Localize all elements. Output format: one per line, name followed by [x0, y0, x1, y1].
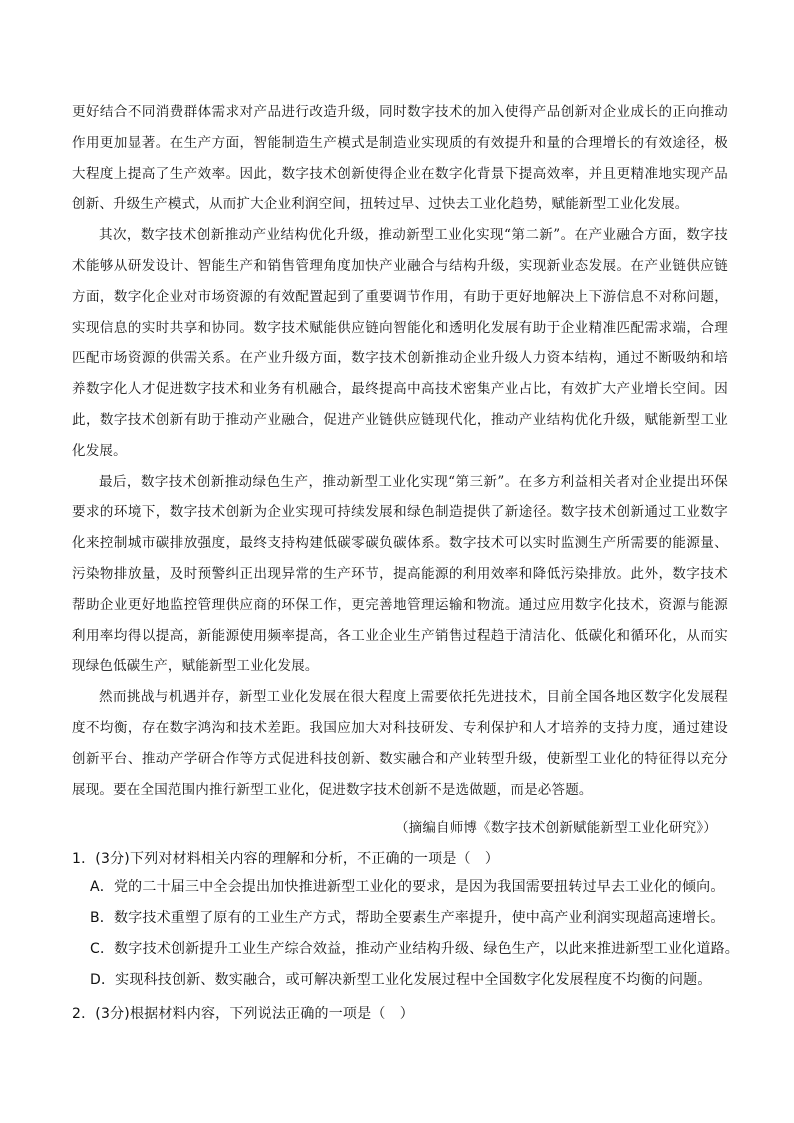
question-1-option-d: D．实现科技创新、数实融合，或可解决新型工业化发展过程中全国数字化发展程度不均衡的问题。: [90, 972, 712, 988]
passage-paragraph-2: 其次，数字技术创新推动产业结构优化升级，推动新型工业化实现“第二新”。在产业融合方面，数字技术能够从研发设计、智能生产和销售管理角度加快产业融合与结构升级，实现新业态发展。在产业链供应链方面，数字化企业对市场资源的有效配置起到了重要调节作用，有助于更好地解决上下游信息不对称问题，实现信息的实时共享和协同。数字技术赋能供应链向智能化和透明化发展有助于企业精准匹配需求端，合理匹配市场资源的供需关系。在产业升级方面，数字技术创新推动企业升级人力资本结构，通过不断吸纳和培养数字化人才促进数字技术和业务有机融合，最终提高中高技术密集产业占比，有效扩大产业增长空间。因此，数字技术创新有助于推动产业融合，促进产业链供应链现代化，推动产业结构优化升级，赋能新型工业化发展。: [72, 227, 728, 459]
passage-paragraph-1: 更好结合不同消费群体需求对产品进行改造升级，同时数字技术的加入使得产品创新对企业成长的正向推动作用更加显著。在生产方面，智能制造生产模式是制造业实现质的有效提升和量的合理增长的有效途径，极大程度上提高了生产效率。因此，数字技术创新使得企业在数字化背景下提高效率，并且更精准地实现产品创新、升级生产模式，从而扩大企业利润空间，扭转过早、过快去工业化趋势，赋能新型工业化发展。: [72, 104, 728, 213]
reading-passage: [72, 97, 728, 805]
passage-paragraph-3: 最后，数字技术创新推动绿色生产，推动新型工业化实现“第三新”。在多方利益相关者对企业提出环保要求的环境下，数字技术创新为企业实现可持续发展和绿色制造提供了新途径。数字技术创新通过工业数字化来控制城市碳排放强度，最终支持构建低碳零碳负碳体系。数字技术可以实时监测生产所需要的能源量、污染物排放量，及时预警纠正出现异常的生产环节，提高能源的利用效率和降低污染排放。此外，数字技术帮助企业更好地监控管理供应商的环保工作，更完善地管理运输和物流。通过应用数字化技术，资源与能源利用率均得以提高，新能源使用频率提高，各工业企业生产销售过程趋于清洁化、低碳化和循环化，从而实现绿色低碳生产，赋能新型工业化发展。: [72, 473, 728, 675]
passage-source: （摘编自师博《数字技术创新赋能新型工业化研究》）: [394, 820, 717, 836]
question-list: [72, 846, 739, 1027]
question-1-option-c: C．数字技术创新提升工业生产综合效益，推动产业结构升级、绿色生产，以此来推进新型工业化道路。: [90, 941, 739, 957]
question-2: [72, 1001, 732, 1027]
question-1-stem: 1．(3分)下列对材料相关内容的理解和分析，不正确的一项是（ ）: [72, 851, 500, 867]
question-1: [72, 846, 739, 996]
question-2-stem: 2．(3分)根据材料内容，下列说法正确的一项是（ ）: [72, 1006, 414, 1022]
question-1-option-b: B．数字技术重塑了原有的工业生产方式，帮助全要素生产率提升，使中高产业利润实现超高速增长。: [90, 910, 725, 926]
question-1-option-a: A．党的二十届三中全会提出加快推进新型工业化的要求，是因为我国需要扭转过早去工业化的倾向。: [90, 879, 725, 895]
passage-paragraph-4: 然而挑战与机遇并存，新型工业化发展在很大程度上需要依托先进技术，目前全国各地区数字化发展程度不均衡，存在数字鸿沟和技术差距。我国应加大对科技研发、专利保护和人才培养的支持力度，通过建设创新平台、推动产学研合作等方式促进科技创新、数实融合和产业转型升级，使新型工业化的特征得以充分展现。要在全国范围内推行新型工业化，促进数字技术创新不是选做题，而是必答题。: [72, 689, 728, 798]
